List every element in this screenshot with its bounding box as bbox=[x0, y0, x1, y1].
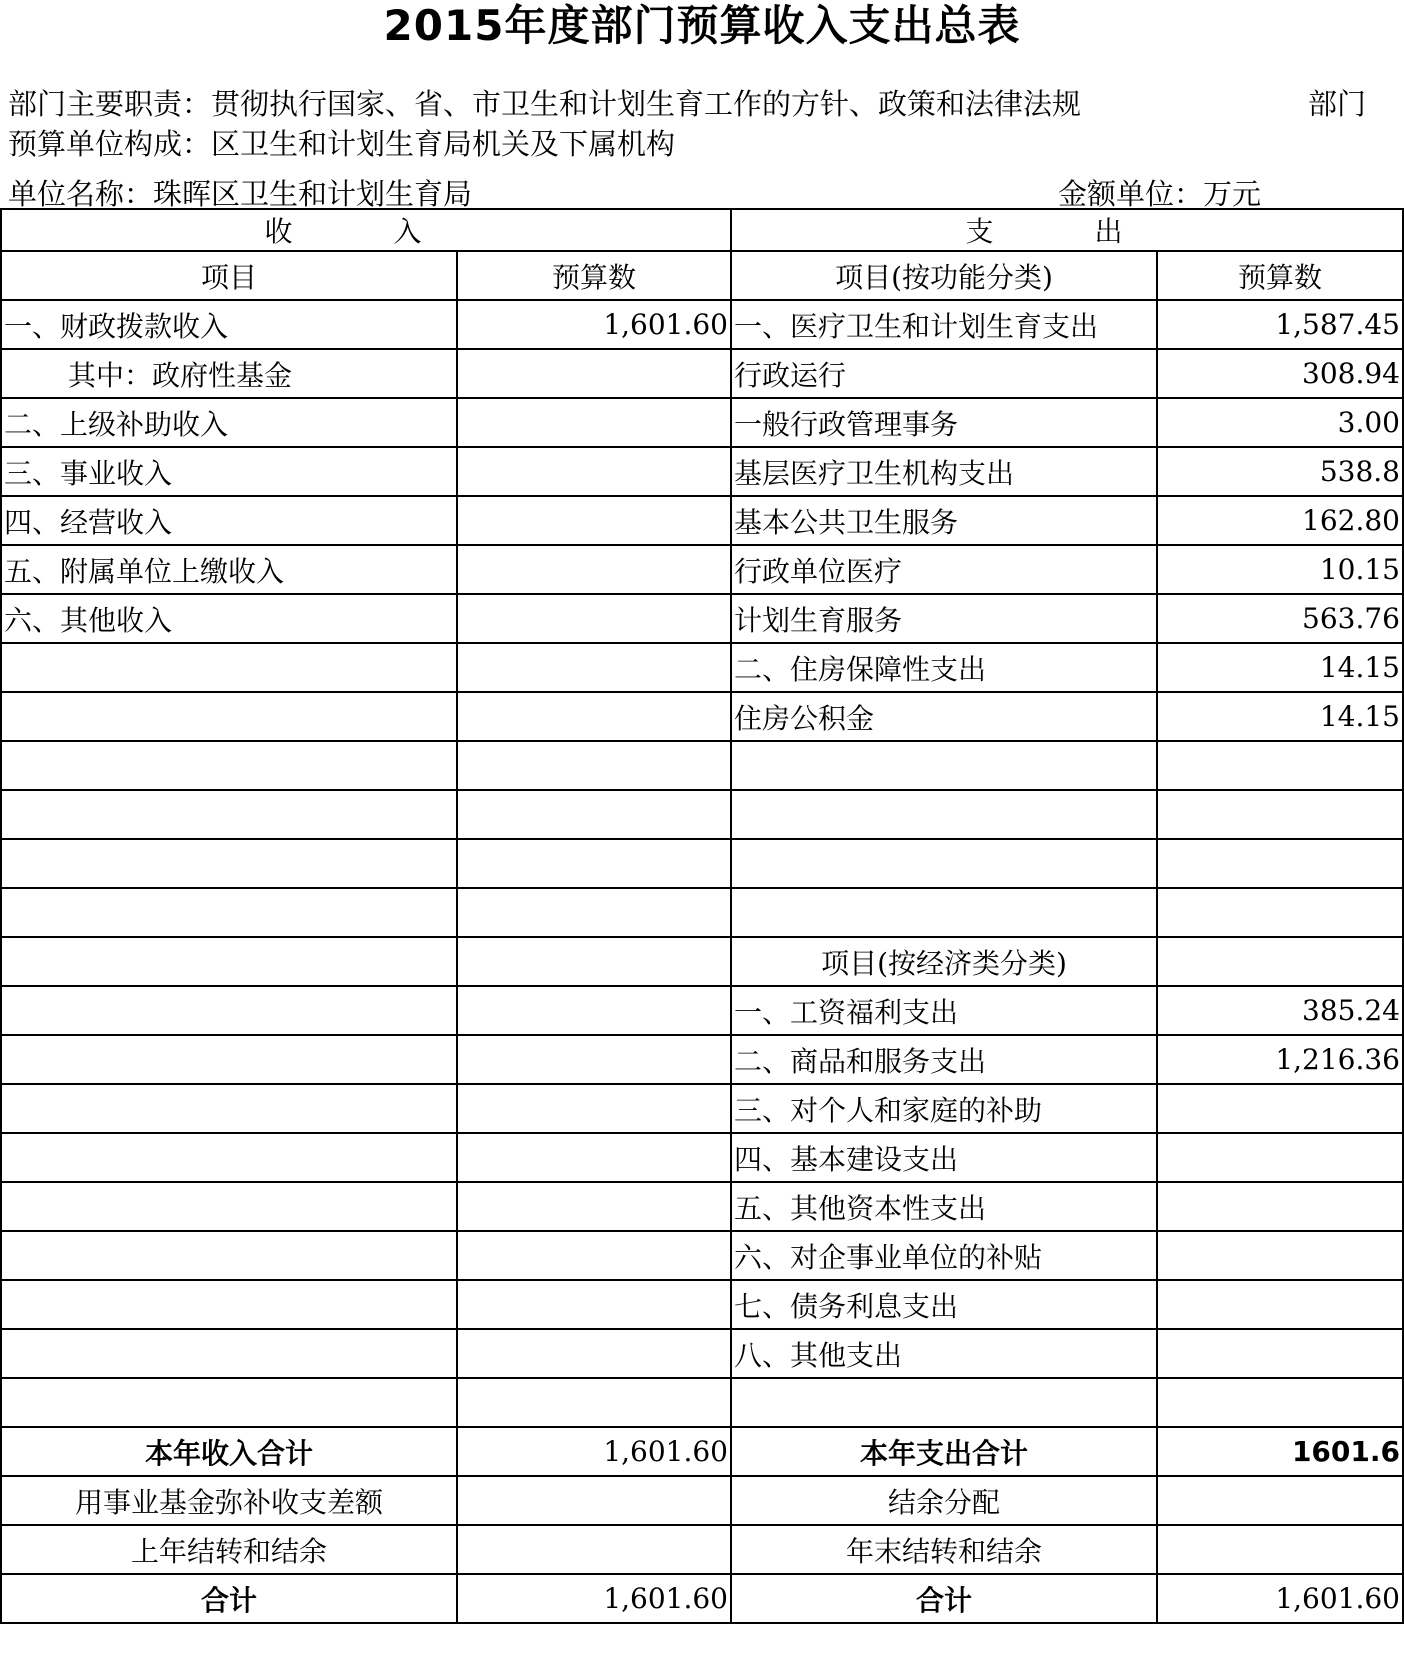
table-row bbox=[1, 349, 1403, 398]
expense-item: 三、对个人和家庭的补助 bbox=[731, 1084, 1157, 1133]
section-header-row bbox=[1, 209, 1403, 251]
expense-value bbox=[1157, 1280, 1403, 1329]
expense-item: 住房公积金 bbox=[731, 692, 1157, 741]
department-duty: 部门主要职责：贯彻执行国家、省、市卫生和计划生育工作的方针、政策和法律法规 bbox=[8, 87, 1082, 121]
table-row bbox=[1, 692, 1403, 741]
department-duty-tail: 部门 bbox=[1308, 87, 1367, 121]
expense-value bbox=[1157, 888, 1403, 937]
expense-item: 基层医疗卫生机构支出 bbox=[731, 447, 1157, 496]
table-row bbox=[1, 790, 1403, 839]
table-row bbox=[1, 741, 1403, 790]
yearend-value bbox=[1157, 1525, 1403, 1574]
table-row bbox=[1, 398, 1403, 447]
table-row bbox=[1, 496, 1403, 545]
sum-row bbox=[1, 1574, 1403, 1623]
table-row bbox=[1, 986, 1403, 1035]
fund-value bbox=[457, 1476, 731, 1525]
expense-item bbox=[731, 741, 1157, 790]
col-header-item: 项目 bbox=[1, 251, 457, 300]
income-item bbox=[1, 741, 457, 790]
col-header-budget: 预算数 bbox=[457, 251, 731, 300]
carry-value bbox=[457, 1525, 731, 1574]
income-item bbox=[1, 1035, 457, 1084]
carry-label: 上年结转和结余 bbox=[1, 1525, 457, 1574]
income-item bbox=[1, 1378, 457, 1427]
income-value bbox=[457, 1182, 731, 1231]
expense-value: 14.15 bbox=[1157, 692, 1403, 741]
income-item: 一、财政拨款收入 bbox=[1, 300, 457, 349]
income-value bbox=[457, 545, 731, 594]
expense-item: 项目(按经济类分类) bbox=[731, 937, 1157, 986]
expense-item: 计划生育服务 bbox=[731, 594, 1157, 643]
income-item bbox=[1, 1329, 457, 1378]
income-item bbox=[1, 1182, 457, 1231]
total-income-label: 本年收入合计 bbox=[1, 1427, 457, 1476]
income-value bbox=[457, 692, 731, 741]
income-item bbox=[1, 1084, 457, 1133]
table-row bbox=[1, 1231, 1403, 1280]
expense-item: 一、工资福利支出 bbox=[731, 986, 1157, 1035]
expense-item: 四、基本建设支出 bbox=[731, 1133, 1157, 1182]
table-row bbox=[1, 1280, 1403, 1329]
expense-section-header: 支 出 bbox=[731, 209, 1403, 251]
expense-item: 六、对企事业单位的补贴 bbox=[731, 1231, 1157, 1280]
table-row bbox=[1, 594, 1403, 643]
expense-value: 162.80 bbox=[1157, 496, 1403, 545]
income-item bbox=[1, 839, 457, 888]
sum-income-value: 1,601.60 bbox=[457, 1574, 731, 1623]
income-value bbox=[457, 1035, 731, 1084]
expense-item: 基本公共卫生服务 bbox=[731, 496, 1157, 545]
expense-item: 二、住房保障性支出 bbox=[731, 643, 1157, 692]
carry-row bbox=[1, 1525, 1403, 1574]
expense-value bbox=[1157, 1231, 1403, 1280]
table-row bbox=[1, 545, 1403, 594]
total-expense-label: 本年支出合计 bbox=[731, 1427, 1157, 1476]
income-item bbox=[1, 790, 457, 839]
expense-value: 1,587.45 bbox=[1157, 300, 1403, 349]
income-item bbox=[1, 1133, 457, 1182]
income-section-header: 收 入 bbox=[1, 209, 731, 251]
page-title: 2015年度部门预算收入支出总表 bbox=[383, 1, 1021, 50]
column-header-row bbox=[1, 251, 1403, 300]
income-item: 五、附属单位上缴收入 bbox=[1, 545, 457, 594]
income-item: 其中：政府性基金 bbox=[1, 349, 457, 398]
sum-expense-label: 合计 bbox=[731, 1574, 1157, 1623]
expense-item: 行政单位医疗 bbox=[731, 545, 1157, 594]
table-row bbox=[1, 1182, 1403, 1231]
income-value bbox=[457, 643, 731, 692]
income-item: 二、上级补助收入 bbox=[1, 398, 457, 447]
income-item bbox=[1, 643, 457, 692]
col-header-item-function: 项目(按功能分类) bbox=[731, 251, 1157, 300]
surplus-value bbox=[1157, 1476, 1403, 1525]
budget-table bbox=[0, 208, 1404, 1624]
table-row bbox=[1, 447, 1403, 496]
expense-value: 563.76 bbox=[1157, 594, 1403, 643]
expense-value bbox=[1157, 790, 1403, 839]
expense-value: 308.94 bbox=[1157, 349, 1403, 398]
income-value bbox=[457, 398, 731, 447]
col-header-budget-expense: 预算数 bbox=[1157, 251, 1403, 300]
income-value bbox=[457, 937, 731, 986]
expense-value bbox=[1157, 1133, 1403, 1182]
expense-value: 3.00 bbox=[1157, 398, 1403, 447]
expense-value: 538.8 bbox=[1157, 447, 1403, 496]
expense-value bbox=[1157, 937, 1403, 986]
income-value bbox=[457, 741, 731, 790]
budget-unit-composition: 预算单位构成：区卫生和计划生育局机关及下属机构 bbox=[8, 127, 676, 161]
expense-value bbox=[1157, 1182, 1403, 1231]
income-item bbox=[1, 937, 457, 986]
total-expense-value: 1601.6 bbox=[1157, 1427, 1403, 1476]
table-row bbox=[1, 937, 1403, 986]
income-value bbox=[457, 1378, 731, 1427]
expense-value bbox=[1157, 741, 1403, 790]
expense-item: 八、其他支出 bbox=[731, 1329, 1157, 1378]
expense-value: 1,216.36 bbox=[1157, 1035, 1403, 1084]
total-row bbox=[1, 1427, 1403, 1476]
income-value bbox=[457, 1133, 731, 1182]
expense-value: 14.15 bbox=[1157, 643, 1403, 692]
income-value bbox=[457, 790, 731, 839]
expense-item: 七、债务利息支出 bbox=[731, 1280, 1157, 1329]
expense-item bbox=[731, 1378, 1157, 1427]
income-value bbox=[457, 594, 731, 643]
expense-value bbox=[1157, 839, 1403, 888]
expense-item bbox=[731, 888, 1157, 937]
expense-item: 二、商品和服务支出 bbox=[731, 1035, 1157, 1084]
table-row bbox=[1, 888, 1403, 937]
income-value bbox=[457, 1329, 731, 1378]
income-item bbox=[1, 692, 457, 741]
income-value bbox=[457, 986, 731, 1035]
expense-item: 行政运行 bbox=[731, 349, 1157, 398]
income-item bbox=[1, 888, 457, 937]
expense-value: 385.24 bbox=[1157, 986, 1403, 1035]
fund-label: 用事业基金弥补收支差额 bbox=[1, 1476, 457, 1525]
table-row bbox=[1, 1084, 1403, 1133]
table-row bbox=[1, 1378, 1403, 1427]
table-row bbox=[1, 1329, 1403, 1378]
expense-value: 10.15 bbox=[1157, 545, 1403, 594]
income-item: 六、其他收入 bbox=[1, 594, 457, 643]
expense-item: 五、其他资本性支出 bbox=[731, 1182, 1157, 1231]
income-value bbox=[457, 349, 731, 398]
income-value bbox=[457, 888, 731, 937]
income-item bbox=[1, 1280, 457, 1329]
fund-row bbox=[1, 1476, 1403, 1525]
table-row bbox=[1, 643, 1403, 692]
expense-item bbox=[731, 790, 1157, 839]
income-value bbox=[457, 1280, 731, 1329]
income-value bbox=[457, 839, 731, 888]
income-item bbox=[1, 1231, 457, 1280]
income-value: 1,601.60 bbox=[457, 300, 731, 349]
expense-item: 一、医疗卫生和计划生育支出 bbox=[731, 300, 1157, 349]
expense-item bbox=[731, 839, 1157, 888]
income-value bbox=[457, 1084, 731, 1133]
total-income-value: 1,601.60 bbox=[457, 1427, 731, 1476]
income-value bbox=[457, 496, 731, 545]
table-row bbox=[1, 839, 1403, 888]
sum-expense-value: 1,601.60 bbox=[1157, 1574, 1403, 1623]
unit-name: 单位名称：珠晖区卫生和计划生育局 bbox=[8, 177, 473, 211]
income-item: 四、经营收入 bbox=[1, 496, 457, 545]
income-item: 三、事业收入 bbox=[1, 447, 457, 496]
amount-unit: 金额单位：万元 bbox=[1058, 177, 1262, 211]
yearend-label: 年末结转和结余 bbox=[731, 1525, 1157, 1574]
expense-item: 一般行政管理事务 bbox=[731, 398, 1157, 447]
income-item bbox=[1, 986, 457, 1035]
expense-value bbox=[1157, 1378, 1403, 1427]
income-value bbox=[457, 1231, 731, 1280]
sum-income-label: 合计 bbox=[1, 1574, 457, 1623]
table-row bbox=[1, 1035, 1403, 1084]
expense-value bbox=[1157, 1084, 1403, 1133]
surplus-label: 结余分配 bbox=[731, 1476, 1157, 1525]
table-row bbox=[1, 1133, 1403, 1182]
expense-value bbox=[1157, 1329, 1403, 1378]
table-row bbox=[1, 300, 1403, 349]
income-value bbox=[457, 447, 731, 496]
